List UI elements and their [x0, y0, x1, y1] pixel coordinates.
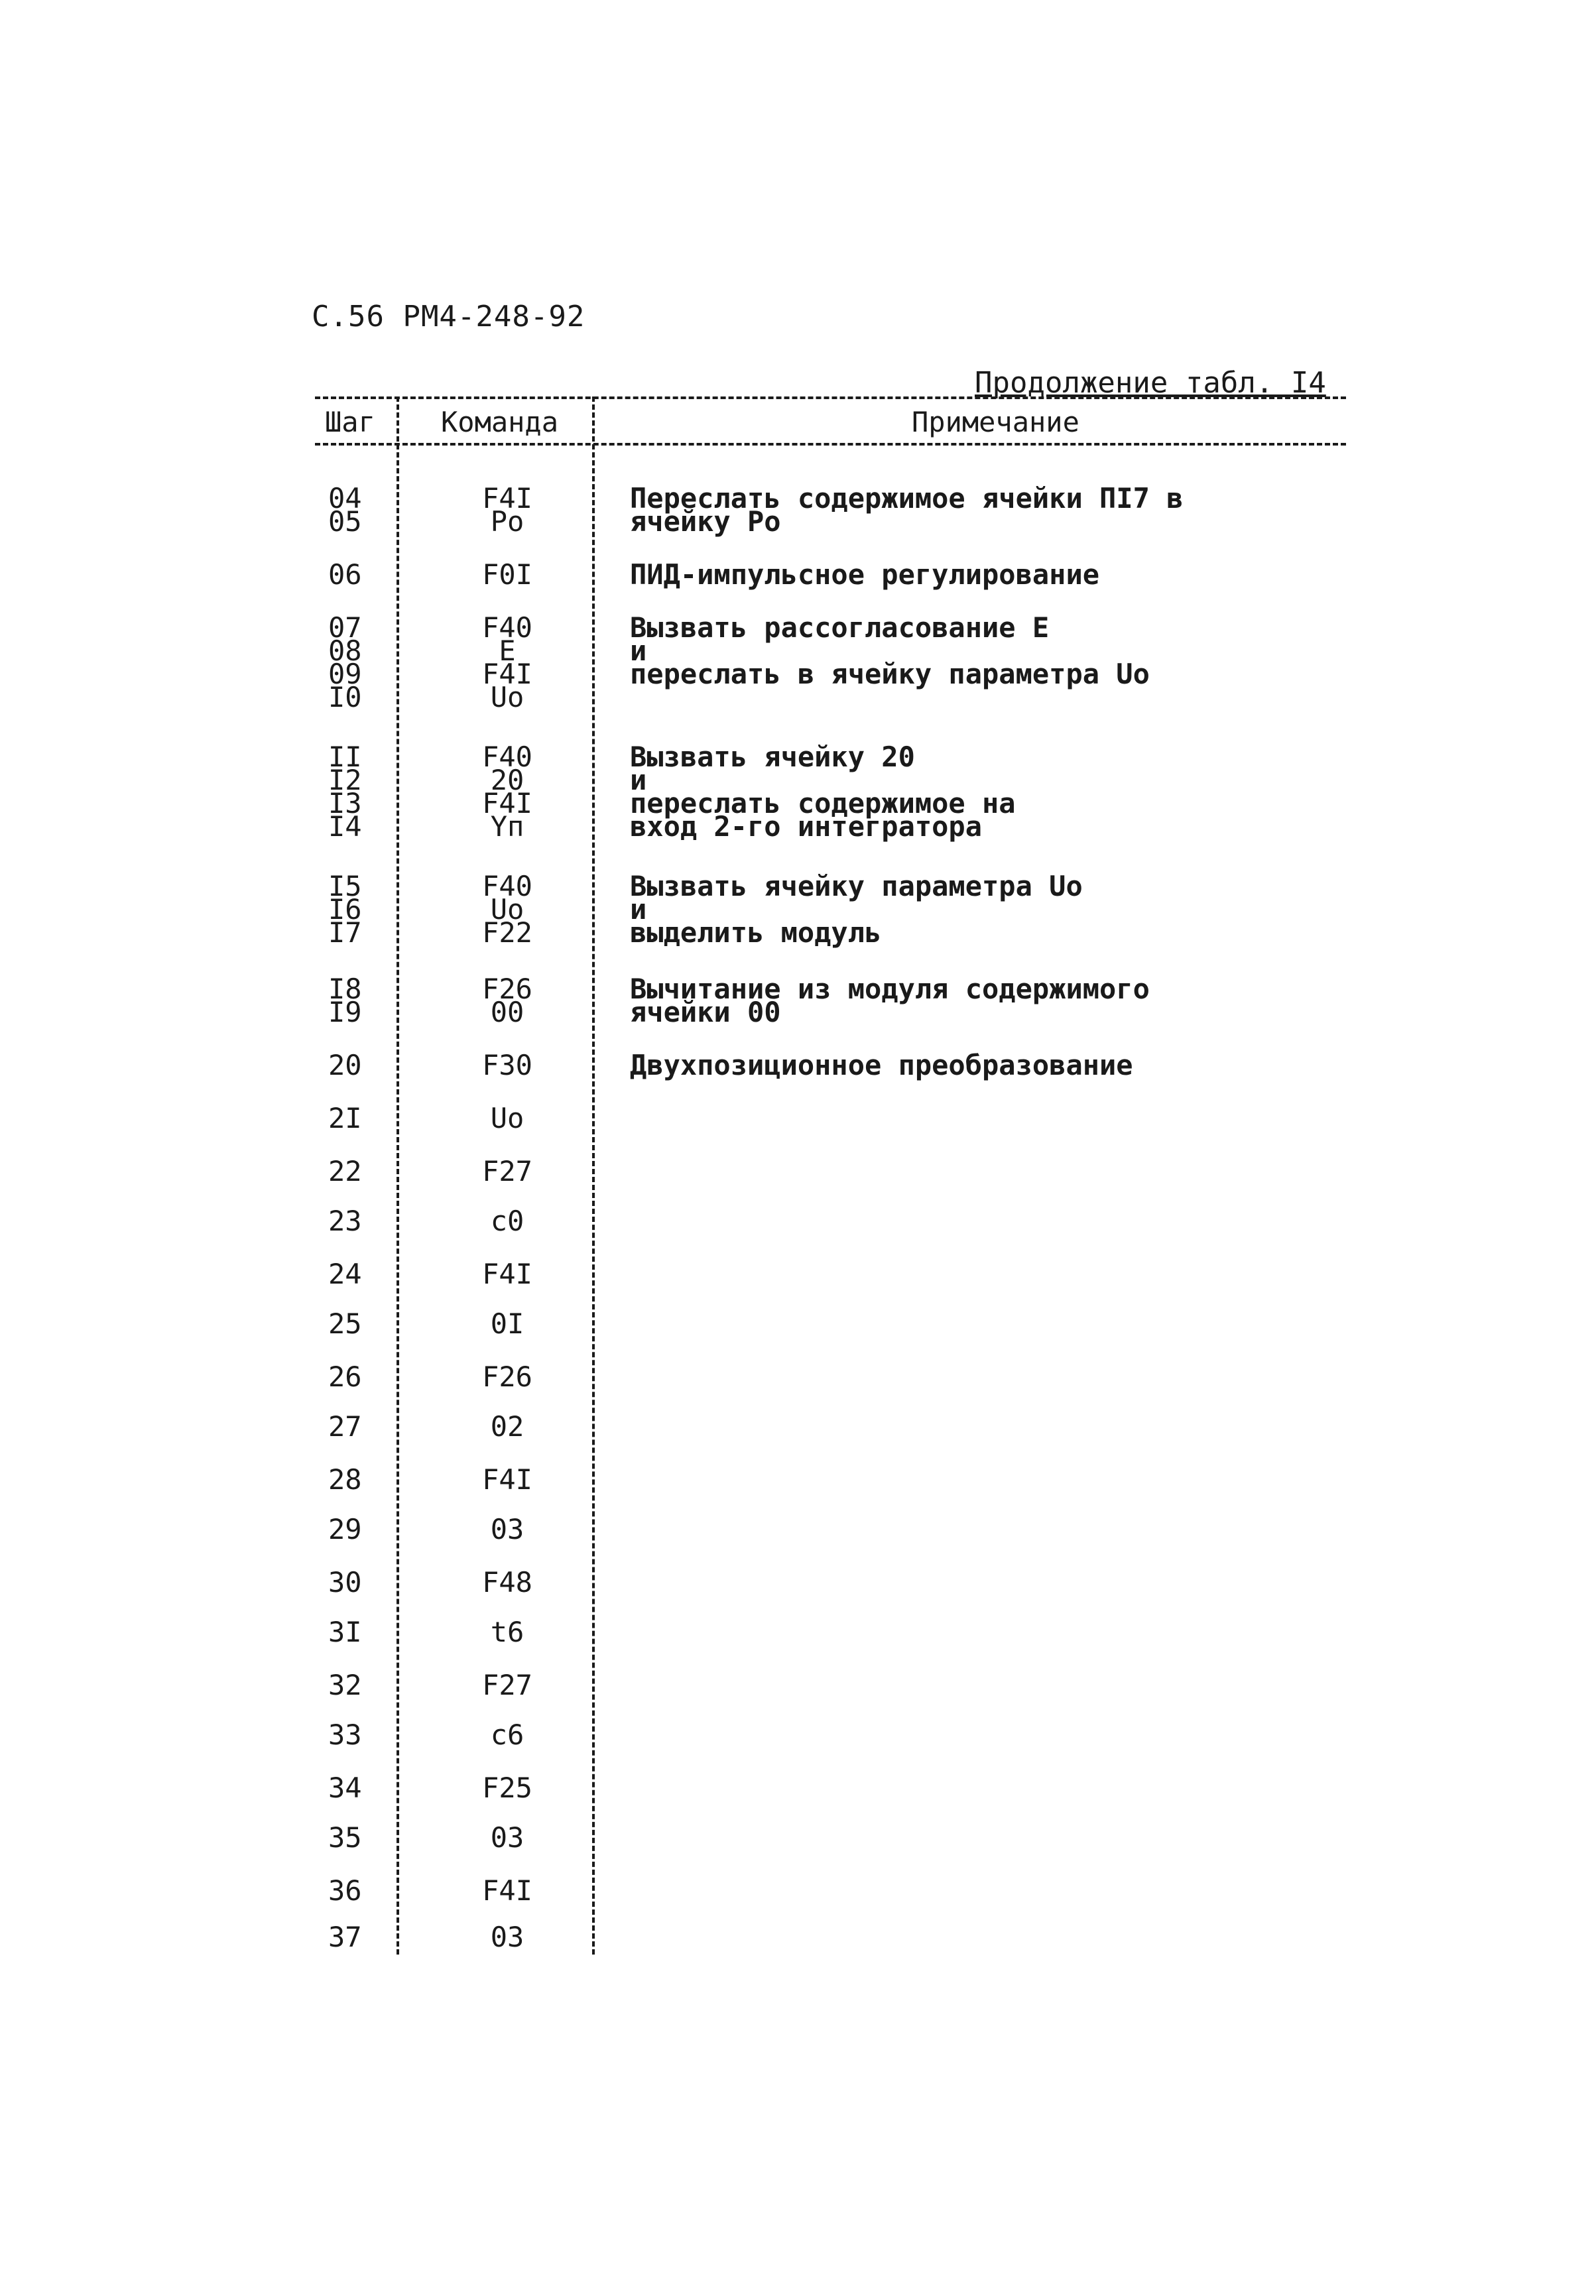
command-cell: F40 [482, 870, 532, 902]
command-cell: Uo [490, 681, 524, 713]
step-cell: 24 [328, 1258, 362, 1290]
header-bottom-rule [315, 443, 1346, 446]
command-cell: F40 [482, 741, 532, 773]
step-cell: 29 [328, 1513, 362, 1545]
command-cell: F26 [482, 973, 532, 1005]
step-cell: I7 [328, 916, 362, 949]
command-cell: E [499, 634, 516, 667]
note-cell: ПИД-импульсное регулирование [630, 558, 1100, 591]
command-cell: Yп [490, 810, 524, 843]
note-cell: выделить модуль [630, 916, 882, 949]
command-cell: 03 [490, 1513, 524, 1545]
command-cell: c0 [490, 1205, 524, 1237]
command-cell: Uo [490, 1102, 524, 1134]
command-cell: c6 [490, 1719, 524, 1751]
command-cell: F40 [482, 611, 532, 644]
command-cell: t6 [490, 1616, 524, 1648]
command-cell: F4I [482, 787, 532, 819]
command-cell: F25 [482, 1772, 532, 1804]
command-cell: Po [490, 505, 524, 538]
step-cell: 08 [328, 634, 362, 667]
note-cell: Вызвать ячейку параметра Uo [630, 870, 1083, 902]
command-cell: F26 [482, 1360, 532, 1393]
note-cell: Двухпозиционное преобразование [630, 1049, 1133, 1081]
command-cell: 03 [490, 1921, 524, 1953]
command-cell: F4I [482, 658, 532, 690]
step-cell: 09 [328, 658, 362, 690]
step-cell: 35 [328, 1821, 362, 1854]
page-reference: С.56 РМ4-248-92 [312, 300, 585, 333]
command-cell: F4I [482, 1874, 532, 1907]
step-cell: I5 [328, 870, 362, 902]
step-cell: 04 [328, 482, 362, 514]
note-cell: и [630, 634, 647, 667]
step-cell: 36 [328, 1874, 362, 1907]
step-cell: 22 [328, 1155, 362, 1187]
table-top-rule [315, 396, 1346, 399]
step-cell: I4 [328, 810, 362, 843]
step-cell: I9 [328, 996, 362, 1028]
column-divider-1 [397, 396, 399, 1955]
step-cell: 27 [328, 1410, 362, 1443]
command-cell: F22 [482, 916, 532, 949]
note-cell: переслать в ячейку параметра Uo [630, 658, 1150, 690]
command-cell: F4I [482, 1463, 532, 1496]
note-cell: ячейку Po [630, 505, 781, 538]
command-cell: F0I [482, 558, 532, 591]
step-cell: 20 [328, 1049, 362, 1081]
step-cell: II [328, 741, 362, 773]
step-cell: 3I [328, 1616, 362, 1648]
step-cell: 07 [328, 611, 362, 644]
command-cell: F27 [482, 1155, 532, 1187]
note-cell: Переслать содержимое ячейки ПI7 в [630, 482, 1184, 514]
command-cell: 20 [490, 764, 524, 796]
command-cell: F30 [482, 1049, 532, 1081]
step-cell: 32 [328, 1669, 362, 1701]
note-cell: и [630, 893, 647, 926]
step-cell: I6 [328, 893, 362, 926]
command-cell: 00 [490, 996, 524, 1028]
step-cell: 06 [328, 558, 362, 591]
note-cell: Вызвать рассогласование E [630, 611, 1050, 644]
command-cell: F27 [482, 1669, 532, 1701]
step-cell: 34 [328, 1772, 362, 1804]
note-cell: Вызвать ячейку 20 [630, 741, 915, 773]
column-divider-2 [592, 396, 595, 1955]
note-cell: и [630, 764, 647, 796]
command-cell: 02 [490, 1410, 524, 1443]
column-header-step: Шаг [325, 406, 375, 438]
note-cell: ячейки 00 [630, 996, 781, 1028]
step-cell: I0 [328, 681, 362, 713]
step-cell: 28 [328, 1463, 362, 1496]
step-cell: 05 [328, 505, 362, 538]
table-continuation-title: Продолжение табл. I4 [975, 366, 1326, 400]
step-cell: 33 [328, 1719, 362, 1751]
step-cell: 26 [328, 1360, 362, 1393]
note-cell: Вычитание из модуля содержимого [630, 973, 1150, 1005]
command-cell: F4I [482, 1258, 532, 1290]
note-cell: вход 2-го интегратора [630, 810, 983, 843]
note-cell: переслать содержимое на [630, 787, 1016, 819]
column-header-command: Команда [441, 406, 559, 438]
command-cell: F48 [482, 1566, 532, 1599]
step-cell: I3 [328, 787, 362, 819]
command-cell: 0I [490, 1307, 524, 1340]
command-cell: Uo [490, 893, 524, 926]
command-cell: 03 [490, 1821, 524, 1854]
step-cell: 23 [328, 1205, 362, 1237]
column-header-note: Примечание [912, 406, 1079, 438]
step-cell: I8 [328, 973, 362, 1005]
step-cell: 25 [328, 1307, 362, 1340]
step-cell: I2 [328, 764, 362, 796]
step-cell: 37 [328, 1921, 362, 1953]
step-cell: 2I [328, 1102, 362, 1134]
command-cell: F4I [482, 482, 532, 514]
step-cell: 30 [328, 1566, 362, 1599]
